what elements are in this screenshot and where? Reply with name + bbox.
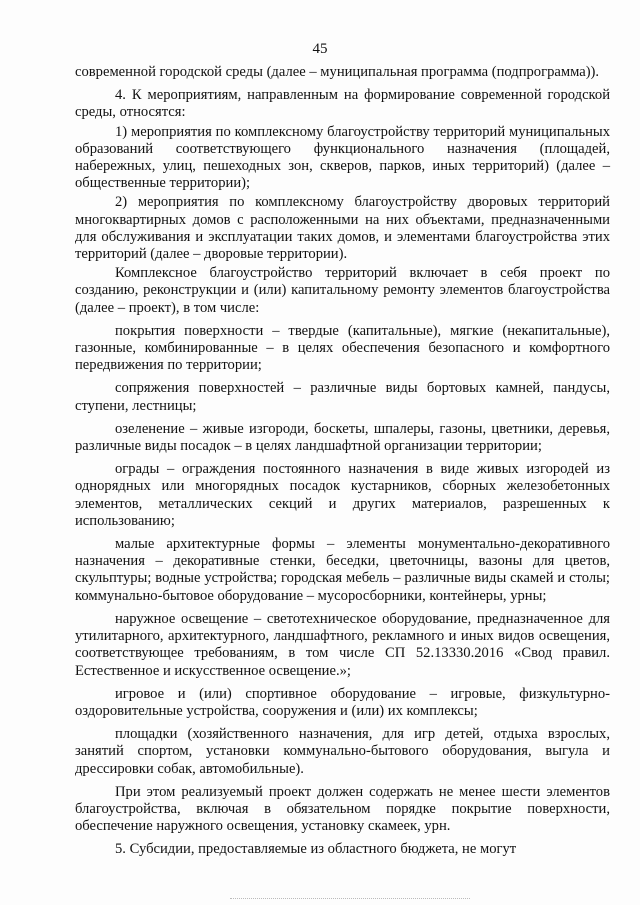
document-body xyxy=(75,64,610,865)
paragraph-sites: площадки (хозяйственного назначения, для игр детей, отдыха взрослых, занятий спортом, установки коммунально-бытового оборудования, выгула и дрессировки собак, автомобильные). xyxy=(75,726,610,777)
paragraph-outdoor-lighting: наружное освещение – светотехническое оборудование, предназначенное для утилитарного, архитектурного, ландшафтного, рекламного и иных видов освещения, соответствующее требованиям, в том числе СП 52.13330.2016 «Свод правил. Естественное и искусственное освещение.»; xyxy=(75,610,610,679)
paragraph-play-sport-equipment: игровое и (или) спортивное оборудование – игровые, физкультурно-оздоровительные устройства, сооружения и (или) их комплексы; xyxy=(75,685,610,719)
paragraph-small-architectural-forms: малые архитектурные формы – элементы монументально-декоративного назначения – декоративные стенки, беседки, цветочницы, вазоны для цветов, скульптуры; водные устройства; городская мебель – различные виды скамей и столы; коммунально-бытовое оборудование – мусоросборники, контейнеры, урны; xyxy=(75,536,610,604)
scan-artifact-line xyxy=(230,898,470,899)
paragraph-project-requirements: При этом реализуемый проект должен содержать не менее шести элементов благоустройства, включая в обязательном порядке покрытие поверхности, обеспечение наружного освещения, установку скамеек, урн. xyxy=(75,783,610,835)
paragraph-landscaping: озеленение – живые изгороди, боскеты, шпалеры, газоны, цветники, деревья, различные виды посадок – в целях ландшафтной организации территории; xyxy=(75,420,610,455)
paragraph-continuation: современной городской среды (далее – муниципальная программа (подпрограмма)). xyxy=(75,64,600,80)
paragraph-item-5: 5. Субсидии, предоставляемые из областного бюджета, не могут xyxy=(115,841,517,858)
paragraph-item-4: 4. К мероприятиям, направленным на формирование современной городской среды, относятся: xyxy=(75,87,610,121)
paragraph-project-scope: Комплексное благоустройство территорий включает в себя проект по созданию, реконструкции и (или) капитальному ремонту элементов благоустройства (далее – проект), в том числе: xyxy=(75,265,610,316)
paragraph-subitem-1: 1) мероприятия по комплексному благоустройству территорий муниципальных образований соответствующего функционального назначения (площадей, набережных, улиц, пешеходных зон, скверов, парков, иных территорий) (далее – общественные территории); xyxy=(75,123,610,192)
page-number: 45 xyxy=(312,41,328,57)
paragraph-subitem-2: 2) мероприятия по комплексному благоустройству дворовых территорий многоквартирных домов с расположенными на них объектами, предназначенными для обслуживания и эксплуатации таких домов, и элементами благоустройства этих территорий (далее – дворовые территории). xyxy=(75,194,610,263)
paragraph-fences: ограды – ограждения постоянного назначения в виде живых изгородей из однорядных или многорядных посадок кустарников, сборных железобетонных элементов, металлических секций и других материалов, разрешенных к использованию; xyxy=(75,461,610,529)
paragraph-surface-junctions: сопряжения поверхностей – различные виды бортовых камней, пандусы, ступени, лестницы; xyxy=(75,380,610,414)
paragraph-surface-coverings: покрытия поверхности – твердые (капитальные), мягкие (некапитальные), газонные, комбинированные – в целях обеспечения безопасного и комфортного передвижения по территории; xyxy=(75,322,610,374)
